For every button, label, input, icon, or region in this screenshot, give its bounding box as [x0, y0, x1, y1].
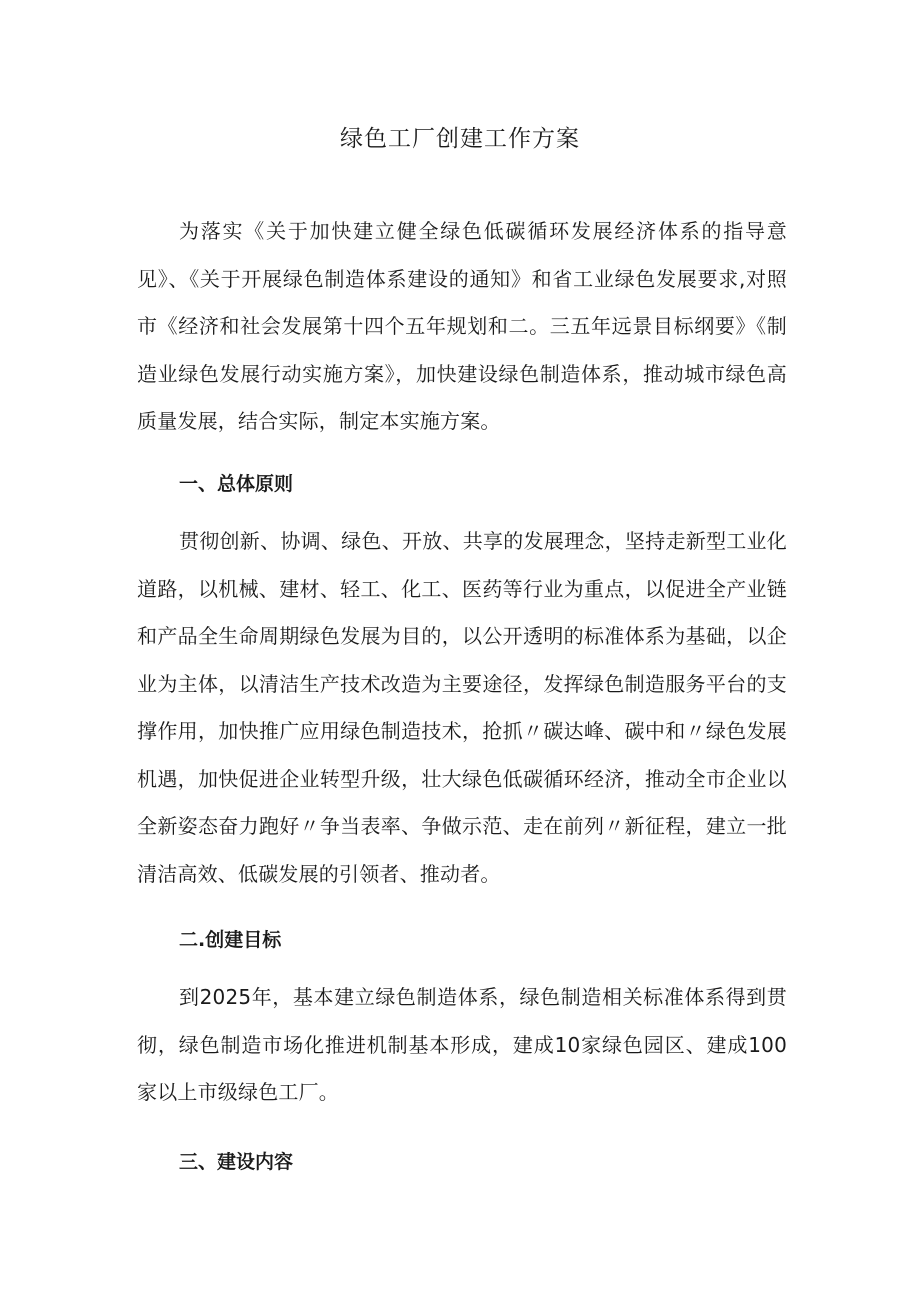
section-heading-goals: 二.创建目标 [179, 929, 282, 951]
section-body-goals: 到2025年，基本建立绿色制造体系，绿色制造相关标准体系得到贯彻，绿色制造市场化推进机制基本形成，建成10家绿色园区、建成100家以上市级绿色工厂。 [137, 985, 787, 1104]
intro-paragraph: 为落实《关于加快建立健全绿色低碳循环发展经济体系的指导意见》、《关于开展绿色制造体系建设的通知》和省工业绿色发展要求,对照市《经济和社会发展第十四个五年规划和二。三五年远景目标纲要》《制造业绿色发展行动实施方案》，加快建设绿色制造体系，推动城市绿色高质量发展，结合实际，制定本实施方案。 [137, 219, 787, 433]
section-heading-principles: 一、总体原则 [179, 473, 294, 495]
section-body-principles: 贯彻创新、协调、绿色、开放、共享的发展理念，坚持走新型工业化道路，以机械、建材、轻工、化工、医药等行业为重点，以促进全产业链和产品全生命周期绿色发展为目的，以公开透明的标准体系为基础，以企业为主体，以清洁生产技术改造为主要途径，发挥绿色制造服务平台的支撑作用，加快推广应用绿色制造技术，抢抓〃碳达峰、碳中和〃绿色发展机遇，加快促进企业转型升级，壮大绿色低碳循环经济，推动全市企业以全新姿态奋力跑好〃争当表率、争做示范、走在前列〃新征程，建立一批清洁高效、低碳发展的引领者、推动者。 [137, 529, 787, 886]
section-heading-content: 三、建设内容 [179, 1151, 294, 1173]
document-title: 绿色工厂创建工作方案 [340, 126, 580, 152]
